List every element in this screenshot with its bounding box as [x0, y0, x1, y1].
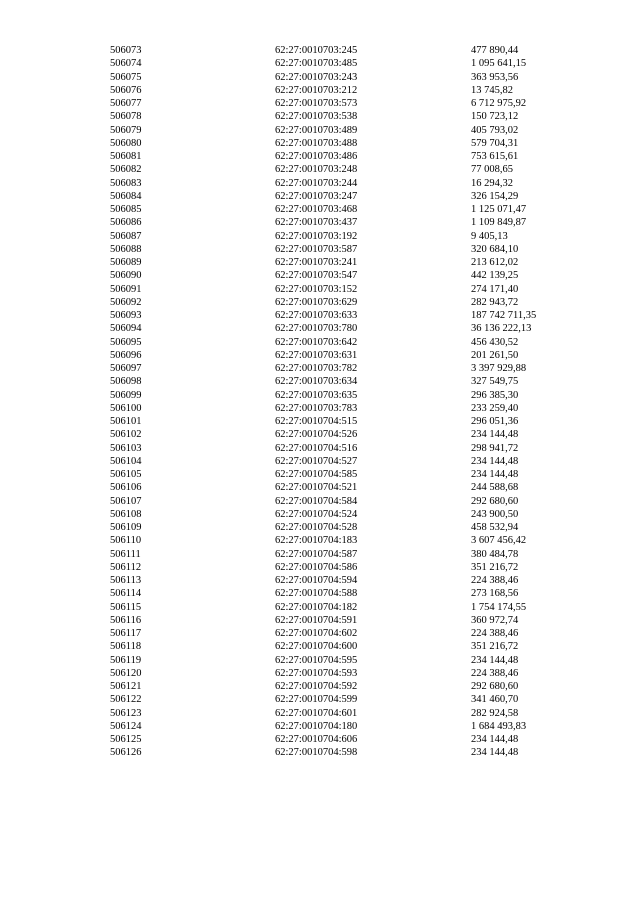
cadastral-number-cell: 62:27:0010703:631 — [275, 349, 358, 361]
table-row — [0, 362, 640, 375]
table-row — [0, 203, 640, 216]
table-row — [0, 442, 640, 455]
table-row — [0, 110, 640, 123]
table-row — [0, 627, 640, 640]
cadastral-number-cell: 62:27:0010703:633 — [275, 310, 358, 321]
cadastral-value-cell: 320 684,10 — [471, 243, 519, 255]
cadastral-value-cell: 296 051,36 — [471, 416, 519, 427]
table-row — [0, 283, 640, 296]
table-row — [0, 720, 640, 733]
cadastral-value-cell: 274 171,40 — [471, 283, 519, 295]
cadastral-number-cell: 62:27:0010703:783 — [275, 402, 358, 414]
cadastral-number-cell: 62:27:0010703:248 — [275, 164, 358, 176]
table-row — [0, 389, 640, 402]
row-number-cell: 506078 — [110, 111, 142, 123]
table-row — [0, 574, 640, 587]
cadastral-value-cell: 1 125 071,47 — [471, 204, 527, 215]
table-row — [0, 455, 640, 468]
row-number-cell: 506096 — [110, 349, 142, 361]
cadastral-number-cell: 62:27:0010703:634 — [275, 376, 358, 388]
table-row — [0, 71, 640, 84]
cadastral-number-cell: 62:27:0010704:585 — [275, 469, 358, 480]
cadastral-value-cell: 234 144,48 — [471, 455, 519, 467]
row-number-cell: 506107 — [110, 495, 142, 507]
row-number-cell: 506106 — [110, 482, 142, 494]
cadastral-number-cell: 62:27:0010704:600 — [275, 641, 358, 653]
cadastral-value-cell: 224 388,46 — [471, 575, 519, 586]
cadastral-number-cell: 62:27:0010703:247 — [275, 190, 358, 202]
row-number-cell: 506104 — [110, 455, 142, 467]
cadastral-value-cell: 282 924,58 — [471, 707, 519, 719]
cadastral-number-cell: 62:27:0010703:629 — [275, 296, 358, 308]
table-row — [0, 137, 640, 150]
table-row — [0, 521, 640, 534]
cadastral-number-cell: 62:27:0010704:593 — [275, 667, 358, 679]
table-row — [0, 230, 640, 243]
cadastral-number-cell: 62:27:0010703:241 — [275, 257, 358, 268]
cadastral-number-cell: 62:27:0010703:192 — [275, 230, 358, 242]
row-number-cell: 506115 — [110, 601, 142, 613]
row-number-cell: 506083 — [110, 177, 142, 189]
cadastral-value-cell: 244 588,68 — [471, 482, 519, 494]
cadastral-number-cell: 62:27:0010704:602 — [275, 628, 358, 639]
row-number-cell: 506084 — [110, 190, 142, 202]
table-row — [0, 587, 640, 600]
table-row — [0, 428, 640, 441]
table-row — [0, 680, 640, 693]
cadastral-value-cell: 341 460,70 — [471, 694, 519, 706]
cadastral-number-cell: 62:27:0010704:591 — [275, 614, 358, 626]
cadastral-value-cell: 1 109 849,87 — [471, 217, 527, 229]
table-row — [0, 548, 640, 561]
cadastral-value-cell: 233 259,40 — [471, 402, 519, 414]
cadastral-value-cell: 234 144,48 — [471, 654, 519, 666]
cadastral-value-cell: 6 712 975,92 — [471, 98, 527, 109]
row-number-cell: 506124 — [110, 720, 142, 732]
cadastral-value-cell: 292 680,60 — [471, 495, 519, 507]
row-number-cell: 506088 — [110, 243, 142, 255]
cadastral-number-cell: 62:27:0010703:587 — [275, 243, 358, 255]
cadastral-number-cell: 62:27:0010704:586 — [275, 561, 358, 573]
cadastral-number-cell: 62:27:0010704:588 — [275, 588, 358, 600]
cadastral-number-cell: 62:27:0010704:587 — [275, 548, 358, 560]
table-row — [0, 640, 640, 653]
table-row — [0, 336, 640, 349]
cadastral-value-cell: 1 684 493,83 — [471, 720, 527, 732]
table-row — [0, 402, 640, 415]
cadastral-number-cell: 62:27:0010704:592 — [275, 681, 358, 692]
cadastral-value-cell: 296 385,30 — [471, 389, 519, 401]
table-row — [0, 84, 640, 97]
cadastral-value-cell: 243 900,50 — [471, 508, 519, 520]
table-row — [0, 495, 640, 508]
row-number-cell: 506116 — [110, 614, 142, 626]
table-row — [0, 163, 640, 176]
row-number-cell: 506105 — [110, 469, 142, 480]
cadastral-number-cell: 62:27:0010703:152 — [275, 283, 358, 295]
cadastral-number-cell: 62:27:0010704:180 — [275, 720, 358, 732]
row-number-cell: 506085 — [110, 204, 142, 215]
row-number-cell: 506097 — [110, 363, 142, 374]
table-row — [0, 190, 640, 203]
table-row — [0, 733, 640, 746]
cadastral-number-cell: 62:27:0010704:528 — [275, 522, 358, 533]
cadastral-value-cell: 363 953,56 — [471, 71, 519, 83]
row-number-cell: 506099 — [110, 389, 142, 401]
cadastral-number-cell: 62:27:0010704:182 — [275, 601, 358, 613]
table-row — [0, 707, 640, 720]
cadastral-number-cell: 62:27:0010704:515 — [275, 416, 358, 427]
row-number-cell: 506076 — [110, 84, 142, 96]
cadastral-number-cell: 62:27:0010703:243 — [275, 71, 358, 83]
cadastral-value-cell: 16 294,32 — [471, 177, 513, 189]
row-number-cell: 506117 — [110, 628, 142, 639]
row-number-cell: 506091 — [110, 283, 142, 295]
cadastral-value-cell: 753 615,61 — [471, 151, 519, 162]
row-number-cell: 506079 — [110, 124, 142, 136]
table-row — [0, 256, 640, 269]
row-number-cell: 506103 — [110, 442, 142, 454]
cadastral-number-cell: 62:27:0010704:183 — [275, 535, 358, 547]
cadastral-number-cell: 62:27:0010703:485 — [275, 58, 358, 70]
cadastral-value-cell: 327 549,75 — [471, 376, 519, 388]
cadastral-number-cell: 62:27:0010703:437 — [275, 217, 358, 229]
cadastral-value-cell: 360 972,74 — [471, 614, 519, 626]
cadastral-number-cell: 62:27:0010703:212 — [275, 84, 358, 96]
row-number-cell: 506122 — [110, 694, 142, 706]
table-row — [0, 693, 640, 706]
table-row — [0, 375, 640, 388]
cadastral-value-cell: 477 890,44 — [471, 45, 519, 56]
cadastral-value-cell: 351 216,72 — [471, 561, 519, 573]
cadastral-value-cell: 273 168,56 — [471, 588, 519, 600]
cadastral-value-cell: 36 136 222,13 — [471, 323, 532, 335]
table-row — [0, 124, 640, 137]
cadastral-number-cell: 62:27:0010703:489 — [275, 124, 358, 136]
row-number-cell: 506100 — [110, 402, 142, 414]
cadastral-number-cell: 62:27:0010704:584 — [275, 495, 358, 507]
cadastral-number-cell: 62:27:0010703:635 — [275, 389, 358, 401]
table-row — [0, 508, 640, 521]
cadastral-value-cell: 442 139,25 — [471, 270, 519, 282]
cadastral-number-cell: 62:27:0010704:521 — [275, 482, 358, 494]
cadastral-value-cell: 1 754 174,55 — [471, 601, 527, 613]
table-row — [0, 243, 640, 256]
table-row — [0, 44, 640, 57]
table-row — [0, 150, 640, 163]
cadastral-number-cell: 62:27:0010704:601 — [275, 707, 358, 719]
cadastral-number-cell: 62:27:0010704:599 — [275, 694, 358, 706]
cadastral-number-cell: 62:27:0010703:573 — [275, 98, 358, 109]
row-number-cell: 506114 — [110, 588, 142, 600]
row-number-cell: 506112 — [110, 561, 142, 573]
row-number-cell: 506073 — [110, 45, 142, 56]
cadastral-value-cell: 9 405,13 — [471, 230, 508, 242]
cadastral-value-cell: 201 261,50 — [471, 349, 519, 361]
row-number-cell: 506077 — [110, 98, 142, 109]
row-number-cell: 506075 — [110, 71, 142, 83]
table-row — [0, 601, 640, 614]
cadastral-number-cell: 62:27:0010703:244 — [275, 177, 358, 189]
row-number-cell: 506082 — [110, 164, 142, 176]
row-number-cell: 506098 — [110, 376, 142, 388]
row-number-cell: 506095 — [110, 336, 142, 348]
cadastral-number-cell: 62:27:0010704:606 — [275, 734, 358, 745]
table-row — [0, 746, 640, 759]
row-number-cell: 506123 — [110, 707, 142, 719]
row-number-cell: 506121 — [110, 681, 142, 692]
cadastral-value-cell: 405 793,02 — [471, 124, 519, 136]
table-row — [0, 349, 640, 362]
table-row — [0, 97, 640, 110]
row-number-cell: 506109 — [110, 522, 142, 533]
cadastral-value-cell: 3 397 929,88 — [471, 363, 527, 374]
row-number-cell: 506120 — [110, 667, 142, 679]
cadastral-value-cell: 234 144,48 — [471, 429, 519, 441]
cadastral-value-cell: 234 144,48 — [471, 469, 519, 480]
cadastral-value-cell: 282 943,72 — [471, 296, 519, 308]
table-row — [0, 322, 640, 335]
cadastral-value-cell: 13 745,82 — [471, 84, 513, 96]
row-number-cell: 506093 — [110, 310, 142, 321]
cadastral-value-cell: 458 532,94 — [471, 522, 519, 533]
table-row — [0, 614, 640, 627]
cadastral-number-cell: 62:27:0010704:595 — [275, 654, 358, 666]
row-number-cell: 506080 — [110, 137, 142, 149]
row-number-cell: 506094 — [110, 323, 142, 335]
cadastral-number-cell: 62:27:0010704:594 — [275, 575, 358, 586]
row-number-cell: 506126 — [110, 747, 142, 759]
table-row — [0, 309, 640, 322]
row-number-cell: 506118 — [110, 641, 142, 653]
table-row — [0, 57, 640, 70]
cadastral-number-cell: 62:27:0010703:780 — [275, 323, 358, 335]
cadastral-value-cell: 187 742 711,35 — [471, 310, 537, 321]
row-number-cell: 506087 — [110, 230, 142, 242]
cadastral-number-cell: 62:27:0010703:245 — [275, 45, 358, 56]
cadastral-number-cell: 62:27:0010704:526 — [275, 429, 358, 441]
cadastral-number-cell: 62:27:0010703:782 — [275, 363, 358, 374]
cadastral-value-cell: 224 388,46 — [471, 628, 519, 639]
cadastral-value-cell: 456 430,52 — [471, 336, 519, 348]
cadastral-value-cell: 234 144,48 — [471, 734, 519, 745]
row-number-cell: 506086 — [110, 217, 142, 229]
table-row — [0, 561, 640, 574]
cadastral-number-cell: 62:27:0010704:598 — [275, 747, 358, 759]
cadastral-value-cell: 292 680,60 — [471, 681, 519, 692]
table-row — [0, 654, 640, 667]
table-row — [0, 415, 640, 428]
cadastral-value-cell: 579 704,31 — [471, 137, 519, 149]
row-number-cell: 506111 — [110, 548, 141, 560]
row-number-cell: 506113 — [110, 575, 142, 586]
row-number-cell: 506110 — [110, 535, 142, 547]
cadastral-number-cell: 62:27:0010704:524 — [275, 508, 358, 520]
cadastral-number-cell: 62:27:0010703:468 — [275, 204, 358, 215]
table-row — [0, 534, 640, 547]
cadastral-value-cell: 224 388,46 — [471, 667, 519, 679]
cadastral-number-cell: 62:27:0010703:642 — [275, 336, 358, 348]
row-number-cell: 506074 — [110, 58, 142, 70]
cadastral-number-cell: 62:27:0010704:527 — [275, 455, 358, 467]
row-number-cell: 506081 — [110, 151, 142, 162]
table-row — [0, 481, 640, 494]
cadastral-value-cell: 326 154,29 — [471, 190, 519, 202]
row-number-cell: 506090 — [110, 270, 142, 282]
cadastral-number-cell: 62:27:0010704:516 — [275, 442, 358, 454]
table-row — [0, 296, 640, 309]
row-number-cell: 506089 — [110, 257, 142, 268]
cadastral-value-cell: 77 008,65 — [471, 164, 513, 176]
row-number-cell: 506125 — [110, 734, 142, 745]
cadastral-value-cell: 298 941,72 — [471, 442, 519, 454]
row-number-cell: 506092 — [110, 296, 142, 308]
row-number-cell: 506101 — [110, 416, 142, 427]
table-row — [0, 468, 640, 481]
cadastral-value-cell: 150 723,12 — [471, 111, 519, 123]
cadastral-number-cell: 62:27:0010703:488 — [275, 137, 358, 149]
table-row — [0, 216, 640, 229]
table-row — [0, 177, 640, 190]
row-number-cell: 506108 — [110, 508, 142, 520]
row-number-cell: 506119 — [110, 654, 142, 666]
table-row — [0, 667, 640, 680]
cadastral-value-cell: 234 144,48 — [471, 747, 519, 759]
cadastral-value-cell: 3 607 456,42 — [471, 535, 527, 547]
cadastral-value-cell: 1 095 641,15 — [471, 58, 527, 70]
cadastral-value-table — [0, 44, 640, 760]
row-number-cell: 506102 — [110, 429, 142, 441]
cadastral-value-cell: 213 612,02 — [471, 257, 519, 268]
cadastral-number-cell: 62:27:0010703:538 — [275, 111, 358, 123]
cadastral-value-cell: 351 216,72 — [471, 641, 519, 653]
cadastral-number-cell: 62:27:0010703:486 — [275, 151, 358, 162]
cadastral-value-cell: 380 484,78 — [471, 548, 519, 560]
table-row — [0, 269, 640, 282]
cadastral-number-cell: 62:27:0010703:547 — [275, 270, 358, 282]
